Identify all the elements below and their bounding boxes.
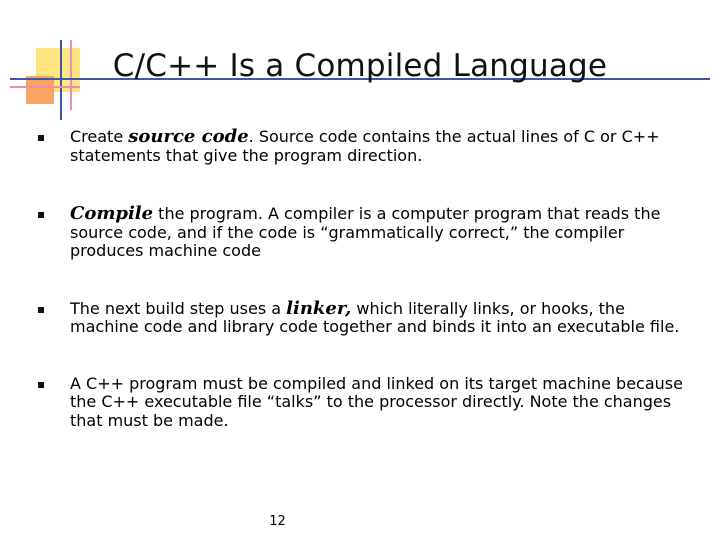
square-bullet-icon xyxy=(38,135,44,141)
bullet-item xyxy=(38,297,688,337)
page-number: 12 xyxy=(269,514,286,529)
bullet-text-after: which literally links, or hooks, the machine code and library code together and binds it into an executable file. xyxy=(70,298,680,336)
square-bullet-icon xyxy=(38,307,44,313)
bullet-item xyxy=(38,205,688,261)
bullet-text-before: The next build step uses a xyxy=(70,298,287,318)
bullet-list xyxy=(38,128,688,430)
bullet-text-after: A C++ program must be compiled and linked on its target machine because the C++ executable file “talks” to the processor directly. Note the changes that must be made. xyxy=(70,373,683,430)
pink-horizontal-rule xyxy=(10,86,80,88)
bullet-keyword: linker, xyxy=(286,297,352,319)
bullet-text-after: . Source code contains the actual lines of C or C++ statements that give the program direction. xyxy=(70,127,660,165)
bullet-text-after: the program. A compiler is a computer program that reads the source code, and if the code is “grammatically correct,” the compiler produces machine code xyxy=(70,204,661,260)
bullet-keyword: source code xyxy=(128,126,249,147)
bullet-text-before: Create xyxy=(70,127,129,146)
bullet-item xyxy=(38,128,688,165)
square-bullet-icon xyxy=(38,382,44,388)
bullet-keyword: Compile xyxy=(70,203,154,224)
square-bullet-icon xyxy=(38,212,44,218)
slide-title: C/C++ Is a Compiled Language xyxy=(112,48,608,84)
bullet-item xyxy=(38,375,688,431)
